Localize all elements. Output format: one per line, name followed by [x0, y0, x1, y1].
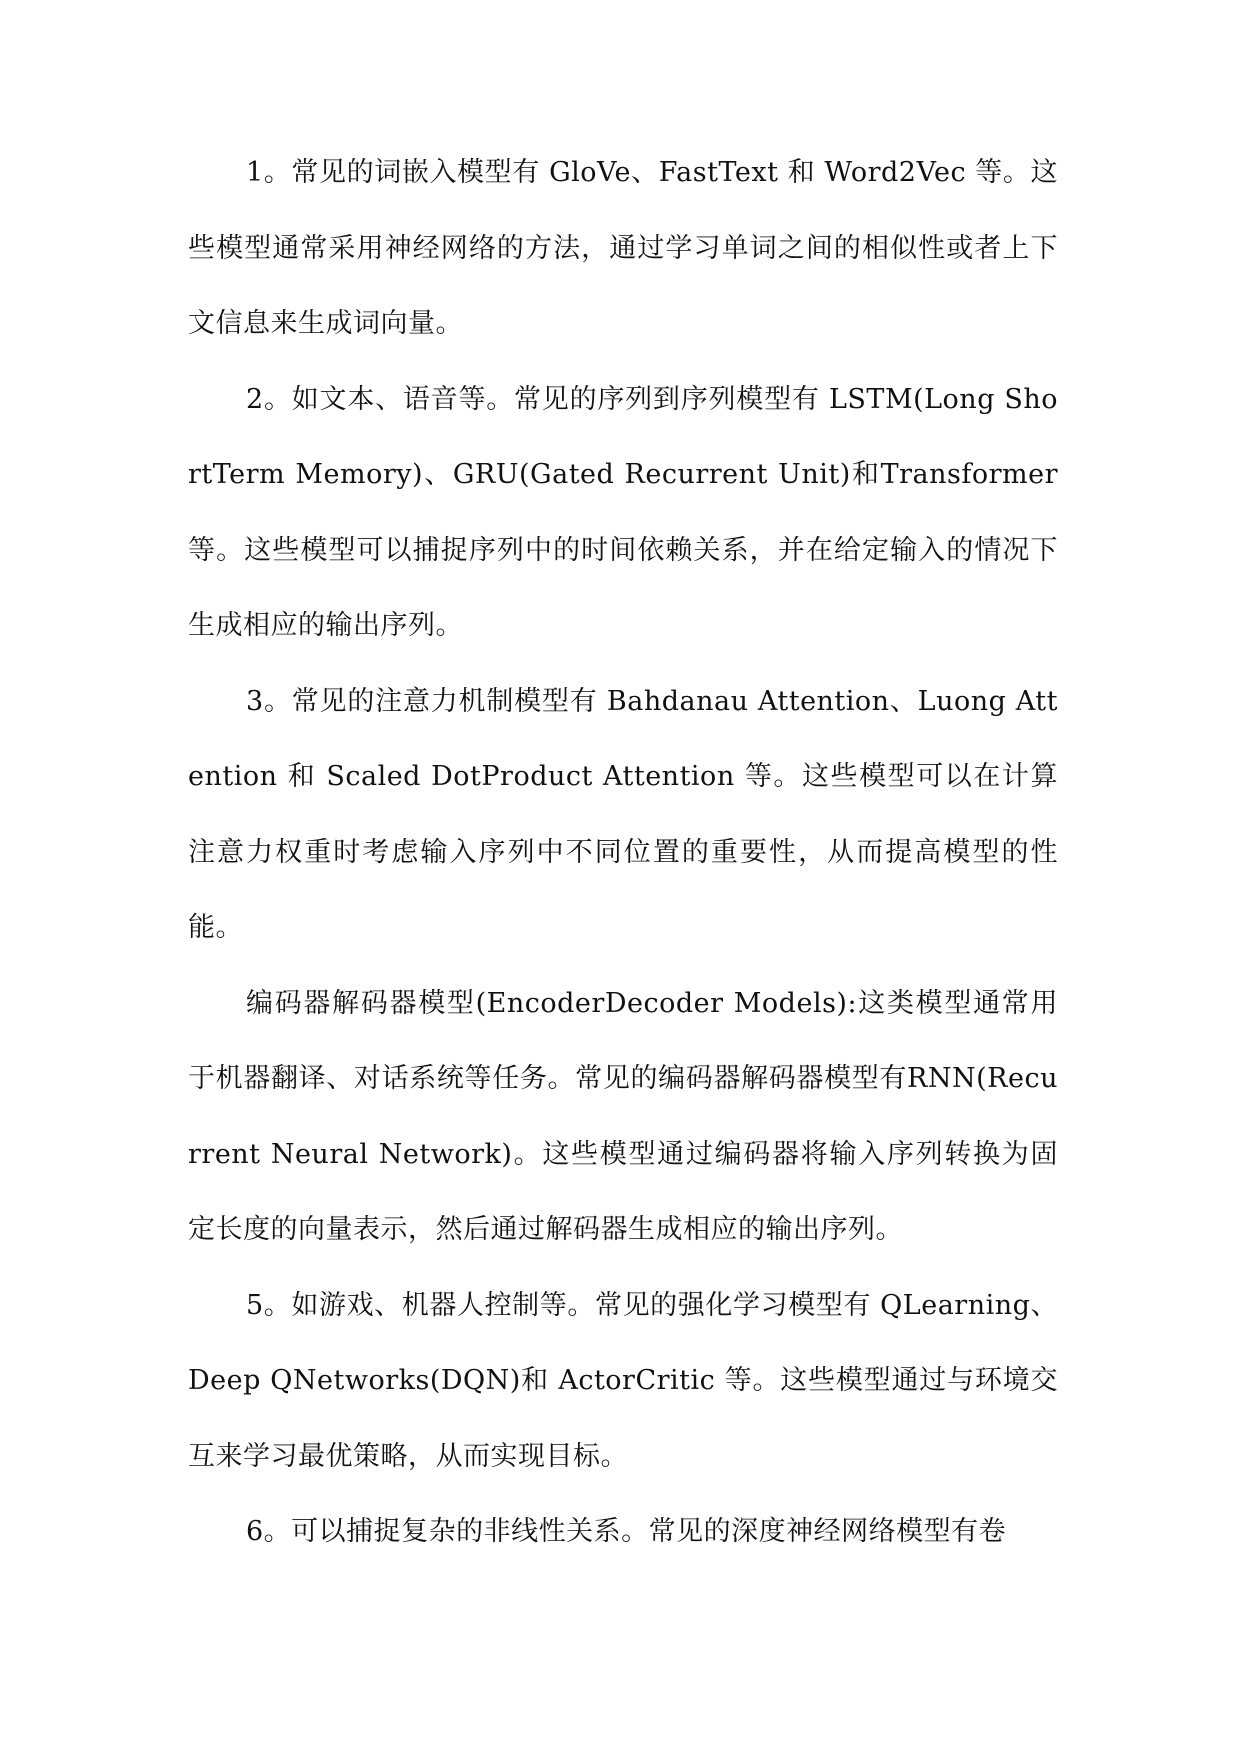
paragraph-3: 3。常见的注意力机制模型有 Bahdanau Attention、Luong Attention 和 Scaled DotProduct Attention 等。这些模型可以在计算注意力权重时考虑输入序列中不同位置的重要性，从而提高模型的性能。 — [188, 685, 1058, 943]
paragraph-6: 6。可以捕捉复杂的非线性关系。常见的深度神经网络模型有卷 — [246, 1516, 1007, 1547]
paragraph-4: 编码器解码器模型(EncoderDecoder Models):这类模型通常用于机器翻译、对话系统等任务。常见的编码器解码器模型有RNN(Recurrent Neural Network)。这些模型通过编码器将输入序列转换为固定长度的向量表示，然后通过解码器生成相应的输出序列。 — [188, 987, 1058, 1245]
paragraph-5: 5。如游戏、机器人控制等。常见的强化学习模型有 QLearning、Deep QNetworks(DQN)和 ActorCritic 等。这些模型通过与环境交互来学习最优策略，从而实现目标。 — [188, 1289, 1058, 1472]
document-body — [188, 135, 1058, 1570]
paragraph-1: 1。常见的词嵌入模型有 GloVe、FastText 和 Word2Vec 等。这些模型通常采用神经网络的方法，通过学习单词之间的相似性或者上下文信息来生成词向量。 — [188, 157, 1058, 339]
paragraph-2: 2。如文本、语音等。常见的序列到序列模型有 LSTM(Long ShortTerm Memory)、GRU(Gated Recurrent Unit)和Transformer等。这些模型可以捕捉序列中的时间依赖关系，并在给定输入的情况下生成相应的输出序列。 — [188, 383, 1058, 641]
